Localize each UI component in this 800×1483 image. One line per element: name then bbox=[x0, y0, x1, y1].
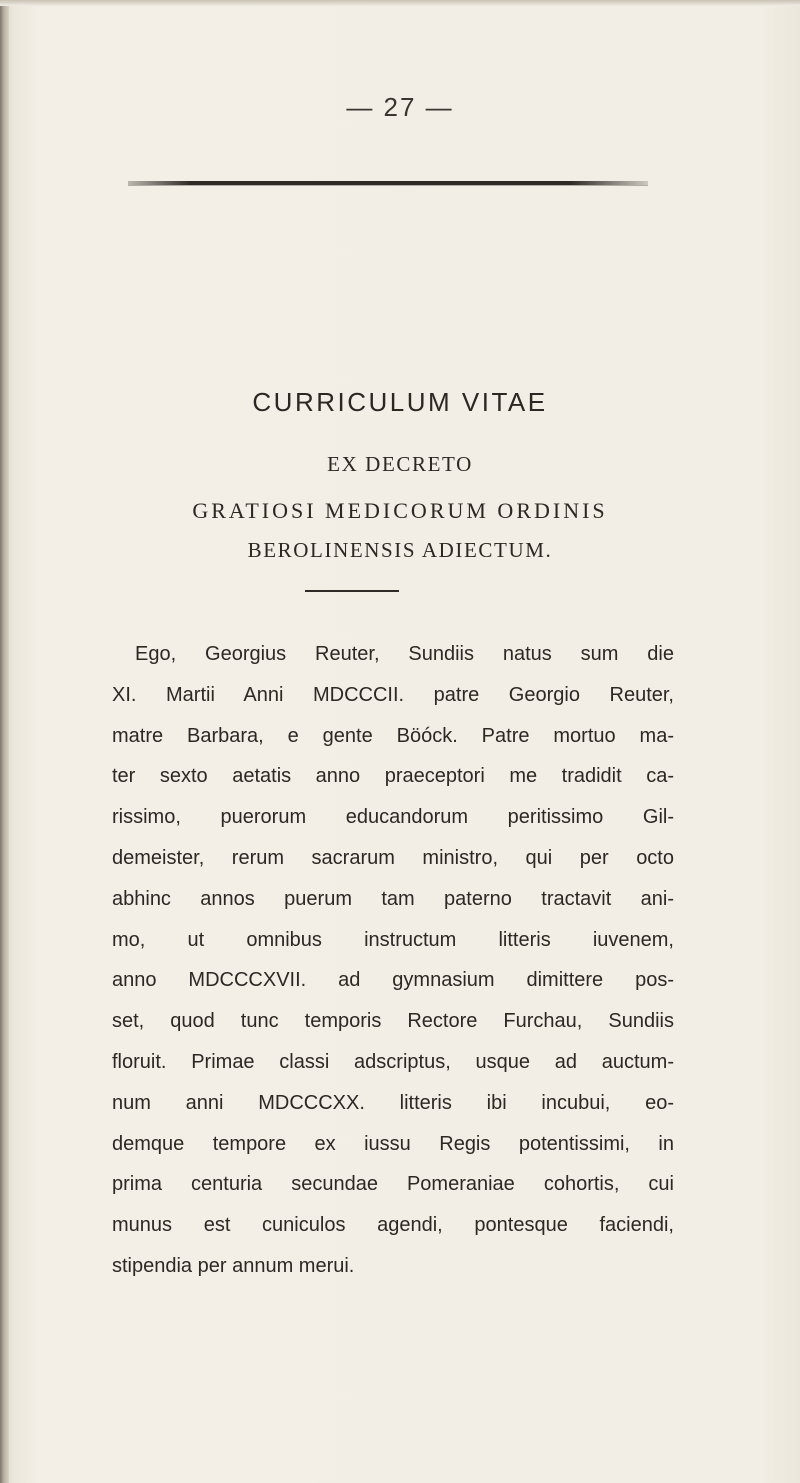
page-number: — 27 — bbox=[346, 92, 454, 122]
text-line: anno MDCCCXVII. ad gymnasium dimittere pos- bbox=[112, 969, 674, 992]
page-top-edge bbox=[0, 0, 800, 6]
text-line: abhinc annos puerum tam paterno tractavit ani- bbox=[112, 887, 674, 910]
text-line: ter sexto aetatis anno praeceptori me tradidit ca- bbox=[112, 765, 674, 788]
text-line: num anni MDCCCXX. litteris ibi incubui, eo- bbox=[112, 1091, 674, 1114]
subtitle-line-2: GRATIOSI MEDICORUM ORDINIS bbox=[192, 498, 608, 523]
header-rule-thin bbox=[128, 185, 648, 186]
text-line: rissimo, puerorum educandorum peritissimo Gil- bbox=[112, 806, 674, 829]
text-line: munus est cuniculos agendi, pontesque faciendi, bbox=[112, 1214, 674, 1237]
text-line: XI. Martii Anni MDCCCII. patre Georgio Reuter, bbox=[112, 683, 674, 706]
text-line: set, quod tunc temporis Rectore Furchau, Sundiis bbox=[112, 1010, 674, 1033]
text-line: matre Barbara, e gente Böóck. Patre mortuo ma- bbox=[112, 724, 674, 747]
text-line: mo, ut omnibus instructum litteris iuvenem, bbox=[112, 928, 674, 951]
subtitle-line-1: EX DECRETO bbox=[327, 452, 473, 476]
section-divider bbox=[305, 590, 399, 592]
text-line: prima centuria secundae Pomeraniae cohortis, cui bbox=[112, 1173, 674, 1196]
text-line: floruit. Primae classi adscriptus, usque ad auctum- bbox=[112, 1050, 674, 1073]
binding-edge bbox=[0, 0, 9, 1483]
text-line: demque tempore ex iussu Regis potentissimi, in bbox=[112, 1132, 674, 1155]
subtitle-line-3: BEROLINENSIS ADIECTUM. bbox=[247, 538, 553, 562]
text-line: Ego, Georgius Reuter, Sundiis natus sum die bbox=[135, 643, 674, 665]
text-line: demeister, rerum sacrarum ministro, qui per octo bbox=[112, 846, 674, 869]
body-paragraph bbox=[112, 634, 674, 1287]
text-line: stipendia per annum merui. bbox=[112, 1254, 355, 1277]
section-title: CURRICULUM VITAE bbox=[252, 387, 548, 417]
